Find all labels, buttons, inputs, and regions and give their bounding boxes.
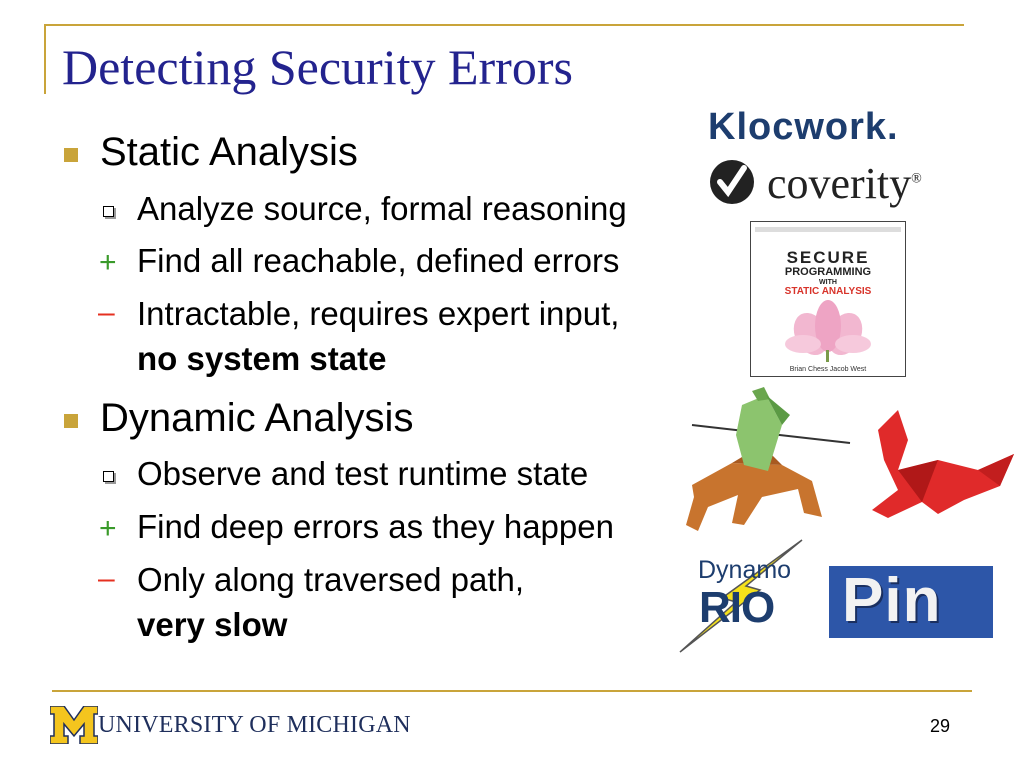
pin-logo: Pin	[842, 566, 942, 635]
hollow-square-bullet-icon	[103, 471, 114, 482]
registered-mark: ®	[911, 171, 922, 187]
plus-marker: +	[99, 246, 117, 279]
origami-knight-icon	[672, 385, 852, 535]
bullet-static-analysis: Static Analysis	[100, 130, 358, 174]
bold-text: no system state	[137, 340, 387, 377]
origami-dragon-icon	[868, 410, 1018, 520]
book-title-line3: WITH	[819, 279, 837, 286]
lotus-flower-icon	[751, 222, 905, 376]
coverity-logo	[767, 158, 922, 209]
university-name: UNIVERSITY OF MICHIGAN	[98, 712, 411, 738]
bullet-static-item-3: Intractable, requires expert input,	[137, 295, 620, 332]
bullet-static-item-3-bold	[137, 340, 386, 378]
dynamorio-logo-rio: RIO	[699, 583, 775, 632]
bullet-dynamic-item-2: Find deep errors as they happen	[137, 508, 614, 545]
book-title-line1: SECURE	[786, 248, 870, 267]
slide-title: Detecting Security Errors	[62, 39, 573, 95]
book-cover	[750, 221, 906, 377]
minus-marker: –	[98, 562, 115, 595]
coverity-wordmark: coverity	[767, 159, 912, 208]
bold-text: very slow	[137, 606, 288, 643]
book-authors: Brian Chess Jacob West	[789, 366, 867, 373]
bullet-dynamic-item-1: Observe and test runtime state	[137, 455, 589, 492]
bullet-dynamic-item-3: Only along traversed path,	[137, 561, 525, 598]
book-title-line4: STATIC ANALYSIS	[784, 286, 872, 297]
plus-marker: +	[99, 512, 117, 545]
klocwork-logo: Klocwork.	[708, 106, 899, 148]
minus-marker: –	[98, 296, 115, 329]
title-frame-top-rule	[44, 24, 964, 26]
dynamorio-logo-top: Dynamo	[698, 556, 792, 584]
coverity-check-icon	[708, 158, 756, 206]
footer-rule	[52, 690, 972, 692]
bullet-static-item-2: Find all reachable, defined errors	[137, 242, 620, 279]
hollow-square-bullet-icon	[103, 206, 114, 217]
block-m-logo-icon	[50, 706, 98, 744]
title-frame-left-rule	[44, 24, 46, 94]
bullet-static-item-1: Analyze source, formal reasoning	[137, 190, 627, 227]
bullet-dynamic-analysis: Dynamic Analysis	[100, 396, 414, 440]
square-bullet-icon	[64, 414, 78, 428]
book-title-line2: PROGRAMMING	[784, 266, 872, 278]
square-bullet-icon	[64, 148, 78, 162]
page-number: 29	[930, 716, 951, 736]
bullet-dynamic-item-3-bold	[137, 606, 287, 644]
